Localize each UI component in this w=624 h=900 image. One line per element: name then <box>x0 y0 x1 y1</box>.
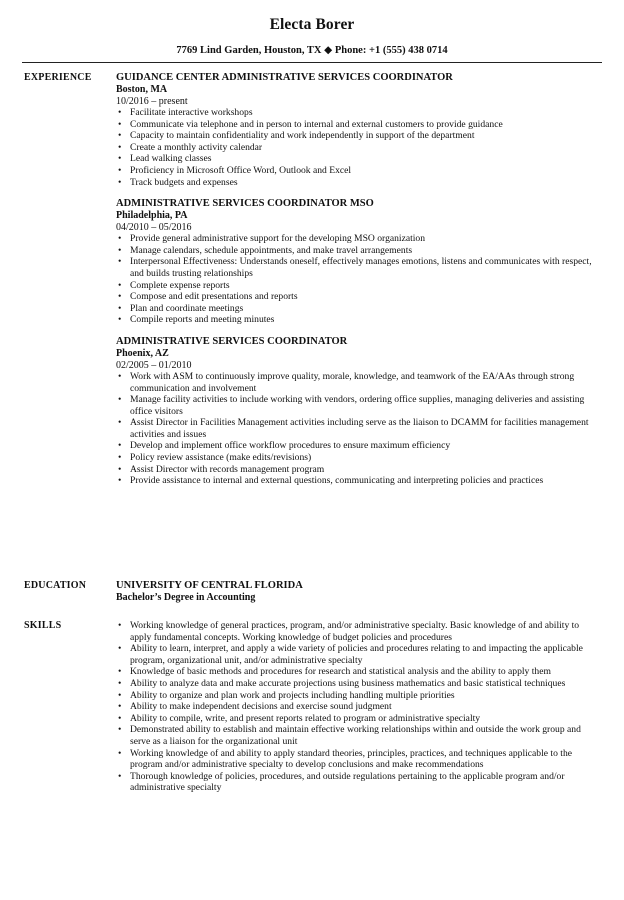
experience-label: EXPERIENCE <box>24 72 92 83</box>
job-bullet: • Capacity to maintain confidentiality and work independently in support of the department <box>116 130 596 142</box>
skill-item: • Ability to organize and plan work and projects including handling multiple priorities <box>116 690 596 702</box>
skill-item: • Ability to analyze data and make accurate projections using business mathematics and basic statistical techniques <box>116 678 596 690</box>
job-entry <box>116 198 596 326</box>
job-dates: 04/2010 – 05/2016 <box>116 222 192 234</box>
header-divider <box>22 62 602 63</box>
job-bullet: • Provide assistance to internal and external questions, communicating and interpreting policies and practices <box>116 475 596 487</box>
job-bullet: • Assist Director in Facilities Management activities including serve as the liaison to DCAMM for facilities management activities and issues <box>116 417 596 440</box>
skill-item: • Thorough knowledge of policies, procedures, and outside regulations pertaining to the applicable program and/or administrative specialty <box>116 771 596 794</box>
job-dates: 02/2005 – 01/2010 <box>116 359 192 371</box>
resume-header <box>0 0 624 63</box>
job-bullet: • Communicate via telephone and in person to internal and external customers to provide guidance <box>116 119 596 131</box>
candidate-name: Electa Borer <box>269 16 355 33</box>
job-bullet: • Facilitate interactive workshops <box>116 107 596 119</box>
job-bullet: • Policy review assistance (make edits/revisions) <box>116 452 596 464</box>
job-title: GUIDANCE CENTER ADMINISTRATIVE SERVICES COORDINATOR <box>116 72 453 83</box>
job-bullet: • Create a monthly activity calendar <box>116 142 596 154</box>
job-bullet: • Work with ASM to continuously improve quality, morale, knowledge, and teamwork of the EA/AAs through strong communication and involvement <box>116 371 596 394</box>
skill-item: • Ability to compile, write, and present reports related to program or administrative specialty <box>116 713 596 725</box>
job-bullet: • Compose and edit presentations and reports <box>116 291 596 303</box>
job-bullet: • Lead walking classes <box>116 153 596 165</box>
skills-label: SKILLS <box>24 620 62 631</box>
education-body <box>116 580 596 604</box>
job-bullets <box>116 233 596 326</box>
job-bullet: • Develop and implement office workflow procedures to ensure maximum efficiency <box>116 440 596 452</box>
job-bullet: • Plan and coordinate meetings <box>116 303 596 315</box>
skill-item: • Working knowledge of general practices, program, and/or administrative specialty. Basic knowledge of and ability to apply fundamental concepts. Working knowledge of budget policies and procedures <box>116 620 596 643</box>
job-bullet: • Complete expense reports <box>116 280 596 292</box>
job-title: ADMINISTRATIVE SERVICES COORDINATOR <box>116 335 348 347</box>
degree: Bachelor’s Degree in Accounting <box>116 592 256 603</box>
job-bullet: • Interpersonal Effectiveness: Understands oneself, effectively manages emotions, listens and communicates with respect, and builds trusting relationships <box>116 256 596 279</box>
skill-item: • Knowledge of basic methods and procedures for research and statistical analysis and the ability to apply them <box>116 666 596 678</box>
job-bullet: • Manage facility activities to include working with vendors, ordering office supplies, managing deliveries and assisting office visitors <box>116 394 596 417</box>
job-bullet: • Compile reports and meeting minutes <box>116 314 596 326</box>
education-label: EDUCATION <box>24 580 87 591</box>
skill-item: • Demonstrated ability to establish and maintain effective working relationships within and outside the work group and serve as a liaison for the organizational unit <box>116 724 596 747</box>
job-location: Phoenix, AZ <box>116 347 169 359</box>
job-entry <box>116 336 596 487</box>
skill-item: • Ability to make independent decisions and exercise sound judgment <box>116 701 596 713</box>
job-bullet: • Manage calendars, schedule appointments, and make travel arrangements <box>116 245 596 257</box>
job-location: Philadelphia, PA <box>116 210 188 222</box>
contact-line: 7769 Lind Garden, Houston, TX ◆ Phone: +1 (555) 438 0714 <box>176 45 448 56</box>
skills-body <box>116 620 596 794</box>
job-bullets <box>116 371 596 487</box>
school-name: UNIVERSITY OF CENTRAL FLORIDA <box>116 580 303 591</box>
job-bullet: • Provide general administrative support for the developing MSO organization <box>116 233 596 245</box>
skill-item: • Working knowledge of and ability to apply standard theories, principles, practices, and techniques applicable to the program and/or administrative specialty to develop conclusions and make recommendations <box>116 748 596 771</box>
job-dates: 10/2016 – present <box>116 96 188 107</box>
skills-list <box>116 620 596 794</box>
skill-item: • Ability to learn, interpret, and apply a wide variety of policies and procedures relating to and impacting the applicable program, organizational unit, and/or administrative specialty <box>116 643 596 666</box>
job-bullets <box>116 107 596 188</box>
job-bullet: • Proficiency in Microsoft Office Word, Outlook and Excel <box>116 165 596 177</box>
job-entry <box>116 72 596 188</box>
experience-body <box>116 72 596 497</box>
job-bullet: • Track budgets and expenses <box>116 177 596 189</box>
job-bullet: • Assist Director with records management program <box>116 464 596 476</box>
job-title: ADMINISTRATIVE SERVICES COORDINATOR MSO <box>116 198 374 210</box>
job-location: Boston, MA <box>116 84 168 95</box>
